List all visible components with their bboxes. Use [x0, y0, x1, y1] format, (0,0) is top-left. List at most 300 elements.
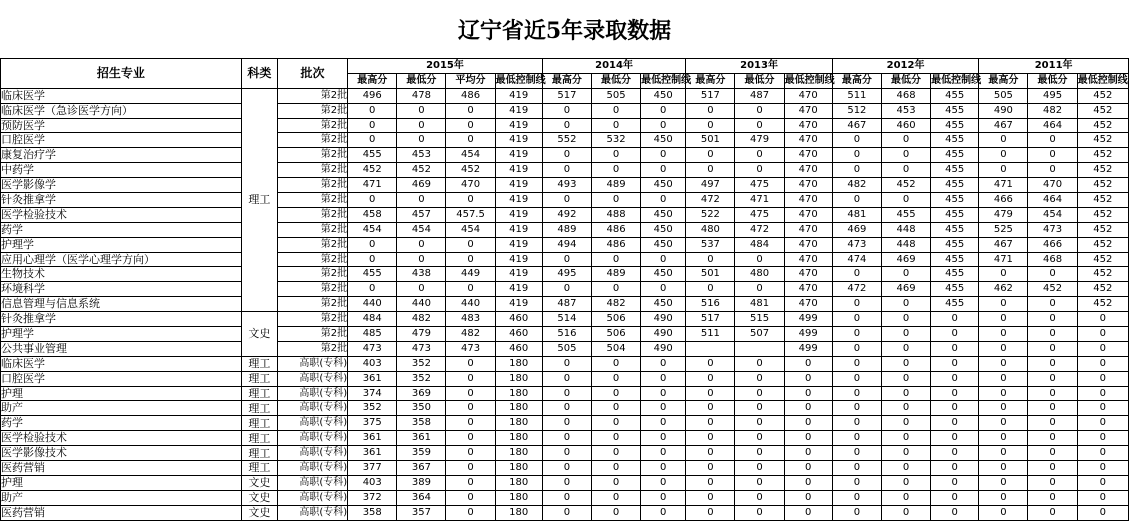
score-cell: 419 [495, 163, 542, 178]
score-cell: 455 [931, 267, 979, 282]
score-cell: 470 [784, 88, 832, 103]
score-cell: 464 [1028, 193, 1077, 208]
category-cell: 文史 [241, 312, 277, 357]
score-cell: 0 [686, 475, 735, 490]
score-cell: 0 [979, 356, 1028, 371]
score-cell: 455 [931, 282, 979, 297]
major-cell: 药学 [1, 416, 242, 431]
score-cell: 0 [542, 416, 591, 431]
score-cell: 470 [784, 282, 832, 297]
score-cell: 0 [591, 431, 640, 446]
score-cell: 487 [735, 88, 784, 103]
score-cell: 419 [495, 193, 542, 208]
score-cell: 0 [641, 163, 686, 178]
score-cell: 0 [686, 163, 735, 178]
score-cell: 511 [686, 327, 735, 342]
score-cell: 486 [591, 237, 640, 252]
score-cell: 0 [881, 446, 930, 461]
score-cell [735, 341, 784, 356]
major-cell: 公共事业管理 [1, 341, 242, 356]
score-cell: 490 [979, 103, 1028, 118]
score-cell: 0 [881, 475, 930, 490]
score-cell: 438 [397, 267, 446, 282]
score-cell: 0 [591, 371, 640, 386]
score-cell: 452 [1077, 267, 1128, 282]
score-cell: 0 [542, 163, 591, 178]
category-cell: 文史 [241, 490, 277, 505]
score-cell: 457 [397, 207, 446, 222]
score-cell: 473 [832, 237, 881, 252]
score-cell: 0 [832, 133, 881, 148]
score-cell: 0 [641, 118, 686, 133]
score-cell: 369 [397, 386, 446, 401]
table-row [1, 371, 1129, 386]
batch-cell: 高职(专科) [277, 475, 347, 490]
score-cell: 0 [1077, 341, 1128, 356]
score-cell: 0 [686, 252, 735, 267]
category-cell: 理工 [241, 88, 277, 311]
score-cell: 0 [686, 490, 735, 505]
score-cell: 0 [686, 416, 735, 431]
score-cell: 0 [881, 401, 930, 416]
batch-cell: 第2批 [277, 193, 347, 208]
score-cell: 0 [735, 490, 784, 505]
header-category: 科类 [241, 59, 277, 89]
score-cell: 457.5 [446, 207, 495, 222]
score-cell: 460 [495, 341, 542, 356]
batch-cell: 高职(专科) [277, 431, 347, 446]
score-cell: 0 [735, 401, 784, 416]
major-cell: 信息管理与信息系统 [1, 297, 242, 312]
score-cell: 0 [735, 416, 784, 431]
score-cell: 0 [397, 237, 446, 252]
score-cell: 0 [591, 118, 640, 133]
table-row [1, 163, 1129, 178]
batch-cell: 第2批 [277, 312, 347, 327]
score-cell: 489 [591, 178, 640, 193]
score-cell: 479 [979, 207, 1028, 222]
score-cell: 419 [495, 282, 542, 297]
major-cell: 环境科学 [1, 282, 242, 297]
score-cell: 352 [397, 356, 446, 371]
score-cell: 452 [1077, 148, 1128, 163]
score-cell: 0 [446, 371, 495, 386]
score-cell: 0 [1028, 505, 1077, 520]
score-cell: 0 [591, 475, 640, 490]
score-cell: 0 [591, 416, 640, 431]
score-cell: 367 [397, 461, 446, 476]
score-cell: 180 [495, 386, 542, 401]
score-cell: 454 [446, 222, 495, 237]
score-cell: 483 [446, 312, 495, 327]
score-cell: 516 [686, 297, 735, 312]
score-cell: 470 [784, 133, 832, 148]
score-cell: 452 [1077, 88, 1128, 103]
score-cell: 0 [832, 163, 881, 178]
score-cell: 492 [542, 207, 591, 222]
subheader-cell: 最低控制线 [1077, 73, 1128, 88]
score-cell: 0 [686, 118, 735, 133]
score-cell: 0 [1028, 327, 1077, 342]
score-cell: 466 [979, 193, 1028, 208]
major-cell: 生物技术 [1, 267, 242, 282]
score-cell: 493 [542, 178, 591, 193]
batch-cell: 第2批 [277, 341, 347, 356]
score-cell: 375 [348, 416, 397, 431]
score-cell: 0 [641, 401, 686, 416]
score-cell: 0 [832, 267, 881, 282]
score-cell: 0 [931, 461, 979, 476]
score-cell: 511 [832, 88, 881, 103]
score-cell: 0 [979, 461, 1028, 476]
score-cell: 180 [495, 490, 542, 505]
header-year-2011: 2011年 [979, 59, 1129, 74]
score-cell: 482 [591, 297, 640, 312]
score-cell: 452 [1077, 133, 1128, 148]
score-cell: 486 [446, 88, 495, 103]
score-cell: 470 [784, 297, 832, 312]
category-cell: 文史 [241, 475, 277, 490]
major-cell: 护理 [1, 386, 242, 401]
major-cell: 医学影像技术 [1, 446, 242, 461]
score-cell: 0 [735, 282, 784, 297]
score-cell: 455 [931, 237, 979, 252]
score-cell: 0 [686, 431, 735, 446]
score-cell: 455 [348, 267, 397, 282]
score-cell: 0 [931, 446, 979, 461]
score-cell: 450 [641, 267, 686, 282]
score-cell: 454 [446, 148, 495, 163]
score-cell: 0 [931, 356, 979, 371]
score-cell: 0 [881, 386, 930, 401]
score-cell: 440 [397, 297, 446, 312]
score-cell: 532 [591, 133, 640, 148]
category-cell: 理工 [241, 446, 277, 461]
score-cell: 0 [931, 312, 979, 327]
category-cell: 理工 [241, 461, 277, 476]
score-cell: 501 [686, 133, 735, 148]
score-cell: 460 [495, 327, 542, 342]
category-cell: 理工 [241, 401, 277, 416]
score-cell: 479 [735, 133, 784, 148]
table-row [1, 222, 1129, 237]
table-row [1, 282, 1129, 297]
subheader-cell: 最低分 [397, 73, 446, 88]
score-cell: 0 [686, 103, 735, 118]
score-cell: 0 [735, 356, 784, 371]
score-cell: 0 [735, 103, 784, 118]
score-cell: 0 [542, 386, 591, 401]
score-cell: 473 [446, 341, 495, 356]
score-cell: 501 [686, 267, 735, 282]
batch-cell: 高职(专科) [277, 446, 347, 461]
score-cell: 0 [446, 193, 495, 208]
category-cell: 文史 [241, 505, 277, 520]
table-row [1, 118, 1129, 133]
score-cell [686, 341, 735, 356]
score-cell: 0 [1077, 327, 1128, 342]
score-cell: 467 [979, 237, 1028, 252]
major-cell: 口腔医学 [1, 133, 242, 148]
score-cell: 0 [542, 401, 591, 416]
score-cell: 480 [735, 267, 784, 282]
table-row [1, 401, 1129, 416]
score-cell: 0 [542, 103, 591, 118]
score-cell: 0 [979, 416, 1028, 431]
score-cell: 469 [397, 178, 446, 193]
score-cell: 0 [591, 163, 640, 178]
score-cell: 0 [446, 475, 495, 490]
score-cell: 452 [1077, 297, 1128, 312]
major-cell: 预防医学 [1, 118, 242, 133]
score-cell: 0 [881, 371, 930, 386]
score-cell: 372 [348, 490, 397, 505]
score-cell: 470 [784, 237, 832, 252]
score-cell: 537 [686, 237, 735, 252]
score-cell: 0 [735, 386, 784, 401]
score-cell: 473 [397, 341, 446, 356]
score-cell: 471 [979, 252, 1028, 267]
score-cell: 496 [348, 88, 397, 103]
score-cell: 0 [832, 505, 881, 520]
score-cell: 419 [495, 133, 542, 148]
score-cell: 0 [542, 118, 591, 133]
score-cell: 361 [397, 431, 446, 446]
score-cell: 467 [979, 118, 1028, 133]
score-cell: 525 [979, 222, 1028, 237]
major-cell: 应用心理学（医学心理学方向） [1, 252, 242, 267]
score-cell: 0 [446, 401, 495, 416]
score-cell: 0 [1077, 371, 1128, 386]
score-cell: 0 [542, 431, 591, 446]
score-cell: 516 [542, 327, 591, 342]
major-cell: 针灸推拿学 [1, 312, 242, 327]
batch-cell: 第2批 [277, 163, 347, 178]
score-cell: 0 [784, 461, 832, 476]
score-cell: 497 [686, 178, 735, 193]
score-cell: 389 [397, 475, 446, 490]
major-cell: 护理学 [1, 237, 242, 252]
score-cell: 452 [1077, 103, 1128, 118]
score-cell: 0 [979, 505, 1028, 520]
score-cell: 0 [1077, 475, 1128, 490]
major-cell: 助产 [1, 401, 242, 416]
score-cell: 419 [495, 118, 542, 133]
score-cell: 0 [931, 371, 979, 386]
score-cell: 0 [348, 193, 397, 208]
category-cell: 理工 [241, 431, 277, 446]
subheader-cell: 最高分 [542, 73, 591, 88]
score-cell: 481 [735, 297, 784, 312]
score-cell: 403 [348, 356, 397, 371]
score-cell: 0 [1028, 490, 1077, 505]
score-cell: 377 [348, 461, 397, 476]
score-cell: 0 [735, 431, 784, 446]
score-cell: 453 [881, 103, 930, 118]
major-cell: 临床医学 [1, 88, 242, 103]
score-cell: 472 [832, 282, 881, 297]
score-cell: 470 [784, 267, 832, 282]
score-cell: 452 [1077, 118, 1128, 133]
score-cell: 0 [542, 461, 591, 476]
score-cell: 0 [1077, 505, 1128, 520]
score-cell: 0 [446, 252, 495, 267]
score-cell: 0 [591, 490, 640, 505]
header-year-2014: 2014年 [542, 59, 685, 74]
score-cell: 0 [931, 475, 979, 490]
score-cell: 480 [686, 222, 735, 237]
score-cell: 0 [881, 297, 930, 312]
table-row [1, 267, 1129, 282]
category-cell: 理工 [241, 386, 277, 401]
score-cell: 0 [641, 505, 686, 520]
score-cell: 0 [641, 431, 686, 446]
batch-cell: 高职(专科) [277, 386, 347, 401]
score-cell: 0 [735, 163, 784, 178]
score-cell: 0 [832, 416, 881, 431]
score-cell: 364 [397, 490, 446, 505]
score-cell: 0 [348, 282, 397, 297]
score-cell: 471 [348, 178, 397, 193]
table-row [1, 297, 1129, 312]
score-cell: 0 [686, 356, 735, 371]
score-cell: 455 [931, 193, 979, 208]
score-cell: 0 [881, 133, 930, 148]
score-cell: 467 [832, 118, 881, 133]
score-cell: 0 [641, 252, 686, 267]
score-cell: 0 [1028, 341, 1077, 356]
major-cell: 针灸推拿学 [1, 193, 242, 208]
score-cell: 0 [591, 193, 640, 208]
score-cell: 482 [1028, 103, 1077, 118]
header-year-2012: 2012年 [832, 59, 979, 74]
score-cell: 0 [1028, 401, 1077, 416]
table-row [1, 327, 1129, 342]
score-cell: 454 [1028, 207, 1077, 222]
score-cell: 494 [542, 237, 591, 252]
subheader-cell: 最高分 [832, 73, 881, 88]
score-cell: 0 [979, 312, 1028, 327]
score-cell: 0 [1028, 386, 1077, 401]
score-cell: 0 [832, 356, 881, 371]
score-cell: 473 [1028, 222, 1077, 237]
score-cell: 448 [881, 237, 930, 252]
major-cell: 医学影像学 [1, 178, 242, 193]
score-cell: 517 [686, 88, 735, 103]
score-cell: 0 [979, 163, 1028, 178]
score-cell: 0 [591, 446, 640, 461]
score-cell: 471 [979, 178, 1028, 193]
score-cell: 472 [735, 222, 784, 237]
score-cell: 517 [686, 312, 735, 327]
score-cell: 0 [542, 282, 591, 297]
score-cell: 0 [979, 267, 1028, 282]
score-cell: 470 [784, 193, 832, 208]
subheader-cell: 最高分 [686, 73, 735, 88]
score-cell: 482 [832, 178, 881, 193]
score-cell: 0 [1028, 431, 1077, 446]
score-cell: 180 [495, 461, 542, 476]
score-cell: 0 [832, 193, 881, 208]
score-cell: 452 [1028, 282, 1077, 297]
subheader-cell: 平均分 [446, 73, 495, 88]
score-cell: 0 [686, 148, 735, 163]
score-cell: 0 [686, 282, 735, 297]
score-cell: 0 [931, 490, 979, 505]
table-row [1, 356, 1129, 371]
table-body [1, 88, 1129, 520]
score-cell: 455 [931, 297, 979, 312]
score-cell: 0 [832, 327, 881, 342]
batch-cell: 第2批 [277, 178, 347, 193]
score-cell: 0 [881, 327, 930, 342]
score-cell: 180 [495, 431, 542, 446]
score-cell: 0 [542, 505, 591, 520]
score-cell: 0 [1028, 148, 1077, 163]
score-cell: 0 [979, 371, 1028, 386]
batch-cell: 高职(专科) [277, 490, 347, 505]
table-row [1, 178, 1129, 193]
score-cell: 0 [542, 356, 591, 371]
header-batch: 批次 [277, 59, 347, 89]
score-cell: 0 [832, 371, 881, 386]
score-cell: 419 [495, 267, 542, 282]
score-cell: 0 [641, 148, 686, 163]
score-cell: 455 [931, 118, 979, 133]
header-year-2015: 2015年 [348, 59, 543, 74]
score-cell: 0 [784, 505, 832, 520]
batch-cell: 第2批 [277, 148, 347, 163]
score-cell: 0 [784, 490, 832, 505]
score-cell: 0 [735, 371, 784, 386]
score-cell: 0 [446, 490, 495, 505]
score-cell: 0 [832, 386, 881, 401]
score-cell: 468 [1028, 252, 1077, 267]
score-cell: 452 [1077, 178, 1128, 193]
score-cell: 0 [397, 252, 446, 267]
score-cell: 466 [1028, 237, 1077, 252]
score-cell: 0 [784, 475, 832, 490]
score-cell: 452 [397, 163, 446, 178]
score-cell: 0 [591, 252, 640, 267]
score-cell: 470 [784, 163, 832, 178]
score-cell: 450 [641, 178, 686, 193]
score-cell: 0 [931, 327, 979, 342]
subheader-cell: 最高分 [979, 73, 1028, 88]
score-cell: 472 [686, 193, 735, 208]
major-cell: 医学检验技术 [1, 431, 242, 446]
score-cell: 462 [979, 282, 1028, 297]
score-cell: 0 [881, 356, 930, 371]
score-cell: 350 [397, 401, 446, 416]
score-cell: 0 [881, 193, 930, 208]
score-cell: 455 [931, 103, 979, 118]
score-cell: 419 [495, 237, 542, 252]
score-cell: 487 [542, 297, 591, 312]
score-cell: 0 [542, 148, 591, 163]
score-cell: 0 [735, 446, 784, 461]
score-cell: 0 [1028, 267, 1077, 282]
score-cell: 0 [784, 356, 832, 371]
major-cell: 护理 [1, 475, 242, 490]
score-cell: 0 [784, 431, 832, 446]
table-row [1, 133, 1129, 148]
score-cell: 440 [446, 297, 495, 312]
score-cell: 0 [735, 461, 784, 476]
score-cell: 452 [1077, 237, 1128, 252]
subheader-cell: 最高分 [348, 73, 397, 88]
score-cell: 0 [542, 193, 591, 208]
